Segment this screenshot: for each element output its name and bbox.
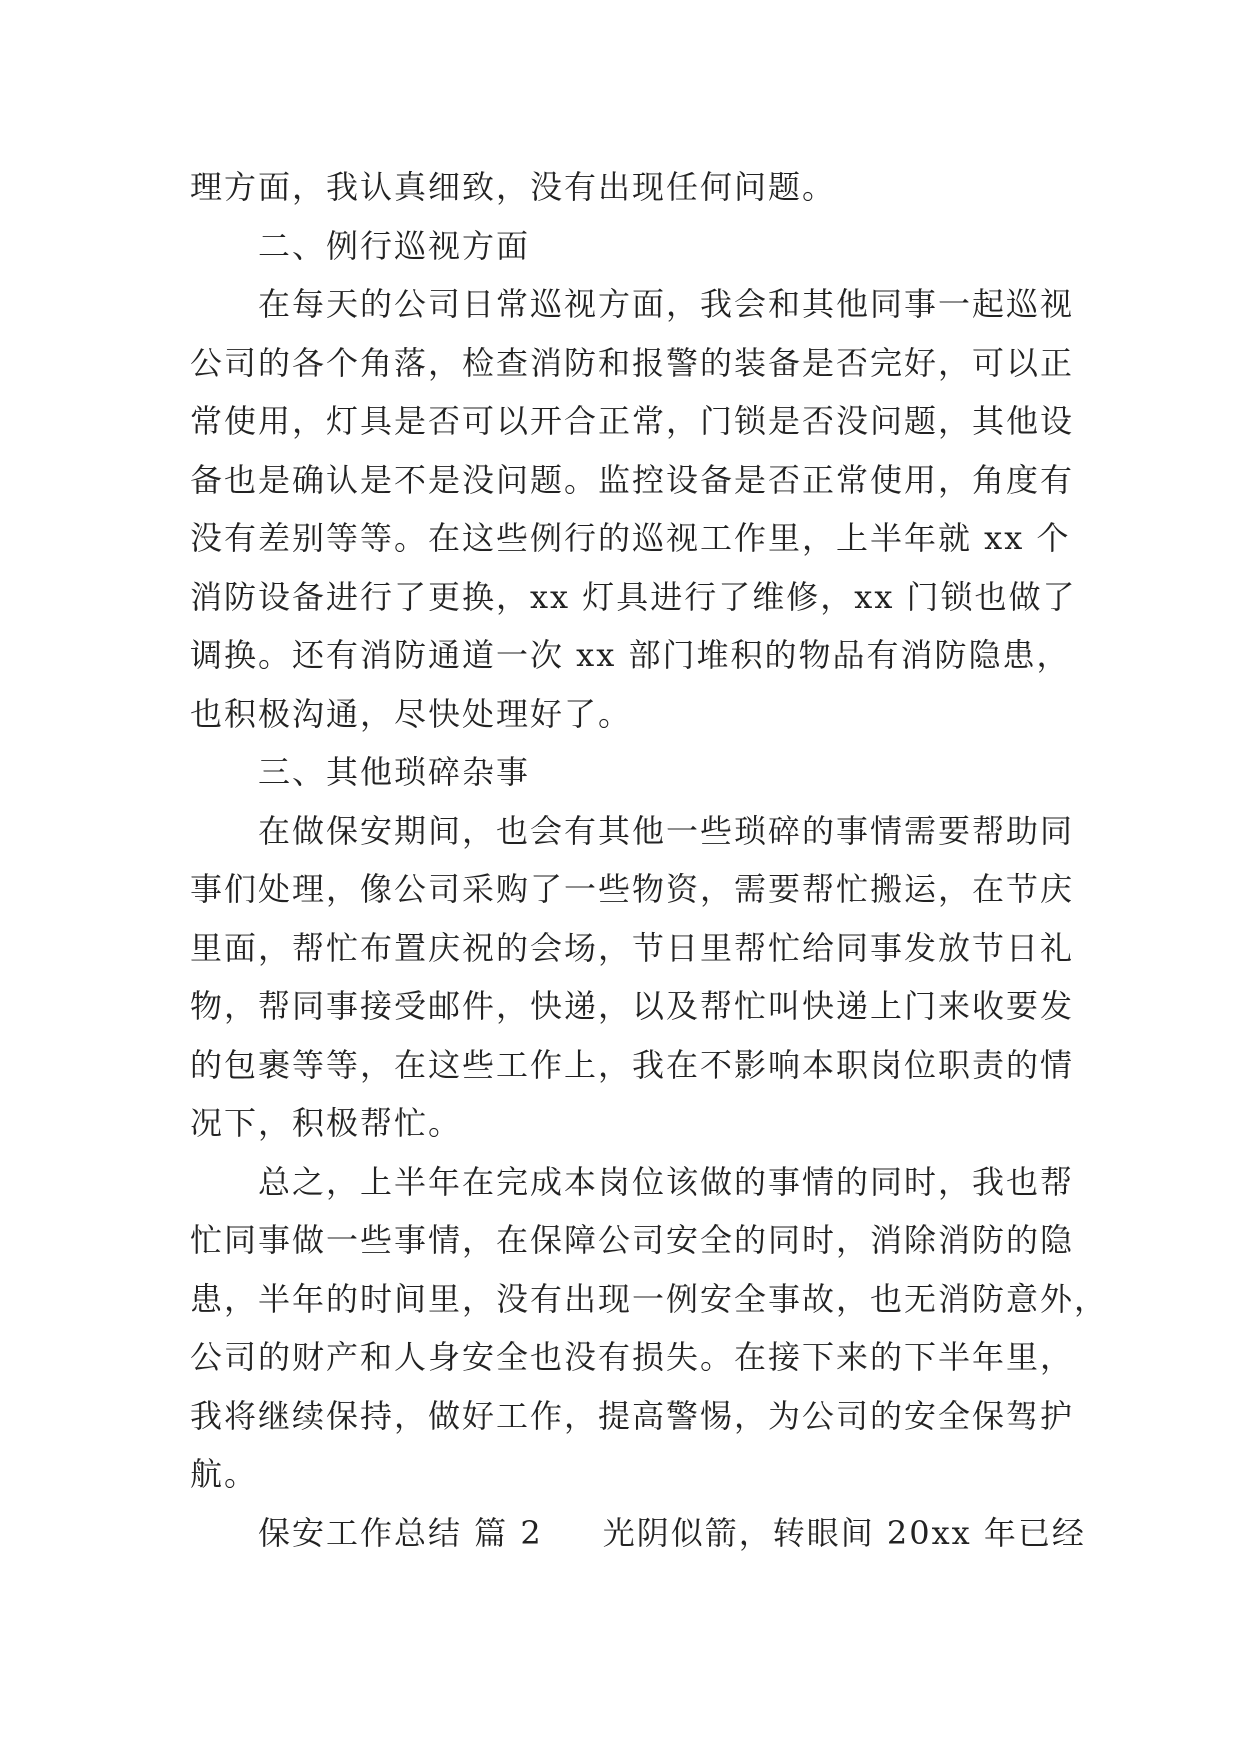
text-line: 的包裹等等，在这些工作上，我在不影响本职岗位职责的情 [190,1045,1075,1084]
text-line: 理方面，我认真细致，没有出现任何问题。 [190,168,837,206]
text-line: 调换。还有消防通道一次 xx 部门堆积的物品有消防隐患， [190,636,1071,674]
text-line: 事们处理，像公司采购了一些物资，需要帮忙搬运，在节庆 [190,870,1075,908]
text-line: 常使用，灯具是否可以开合正常，门锁是否没问题，其他设 [190,402,1075,440]
text-line: 备也是确认是不是没问题。监控设备是否正常使用，角度有 [190,460,1075,499]
text-line: 没有差别等等。在这些例行的巡视工作里，上半年就 xx 个 [190,519,1071,557]
text-line: 公司的各个角落，检查消防和报警的装备是否完好，可以正 [190,343,1075,382]
text-line: 患，半年的时间里，没有出现一例安全事故，也无消防意外， [190,1279,1109,1318]
text-line: 在每天的公司日常巡视方面，我会和其他同事一起巡视 [258,285,1075,323]
text-line: 公司的财产和人身安全也没有损失。在接下来的下半年里， [190,1338,1075,1376]
text-line: 里面，帮忙布置庆祝的会场，节日里帮忙给同事发放节日礼 [190,928,1075,967]
text-line: 航。 [190,1455,259,1493]
article-opening-text: 光阴似箭，转眼间 20xx 年已经 [602,1513,1086,1552]
section-heading: 三、其他琐碎杂事 [258,753,531,791]
text-line: 物，帮同事接受邮件，快递，以及帮忙叫快递上门来收要发 [190,987,1075,1025]
text-line: 在做保安期间，也会有其他一些琐碎的事情需要帮助同 [258,811,1075,850]
document-body [190,158,1109,1562]
section-heading: 二、例行巡视方面 [258,226,531,265]
final-line [190,1504,1086,1563]
article-heading: 保安工作总结 篇 2 [258,1513,543,1552]
text-line: 我将继续保持，做好工作，提高警惕，为公司的安全保驾护 [190,1396,1075,1435]
text-line: 忙同事做一些事情，在保障公司安全的同时，消除消防的隐 [190,1221,1075,1259]
text-line: 消防设备进行了更换，xx 灯具进行了维修，xx 门锁也做了 [190,577,1077,616]
text-line: 况下，积极帮忙。 [190,1104,463,1142]
text-line: 总之，上半年在完成本岗位该做的事情的同时，我也帮 [258,1162,1075,1201]
text-line: 也积极沟通，尽快处理好了。 [190,694,633,733]
